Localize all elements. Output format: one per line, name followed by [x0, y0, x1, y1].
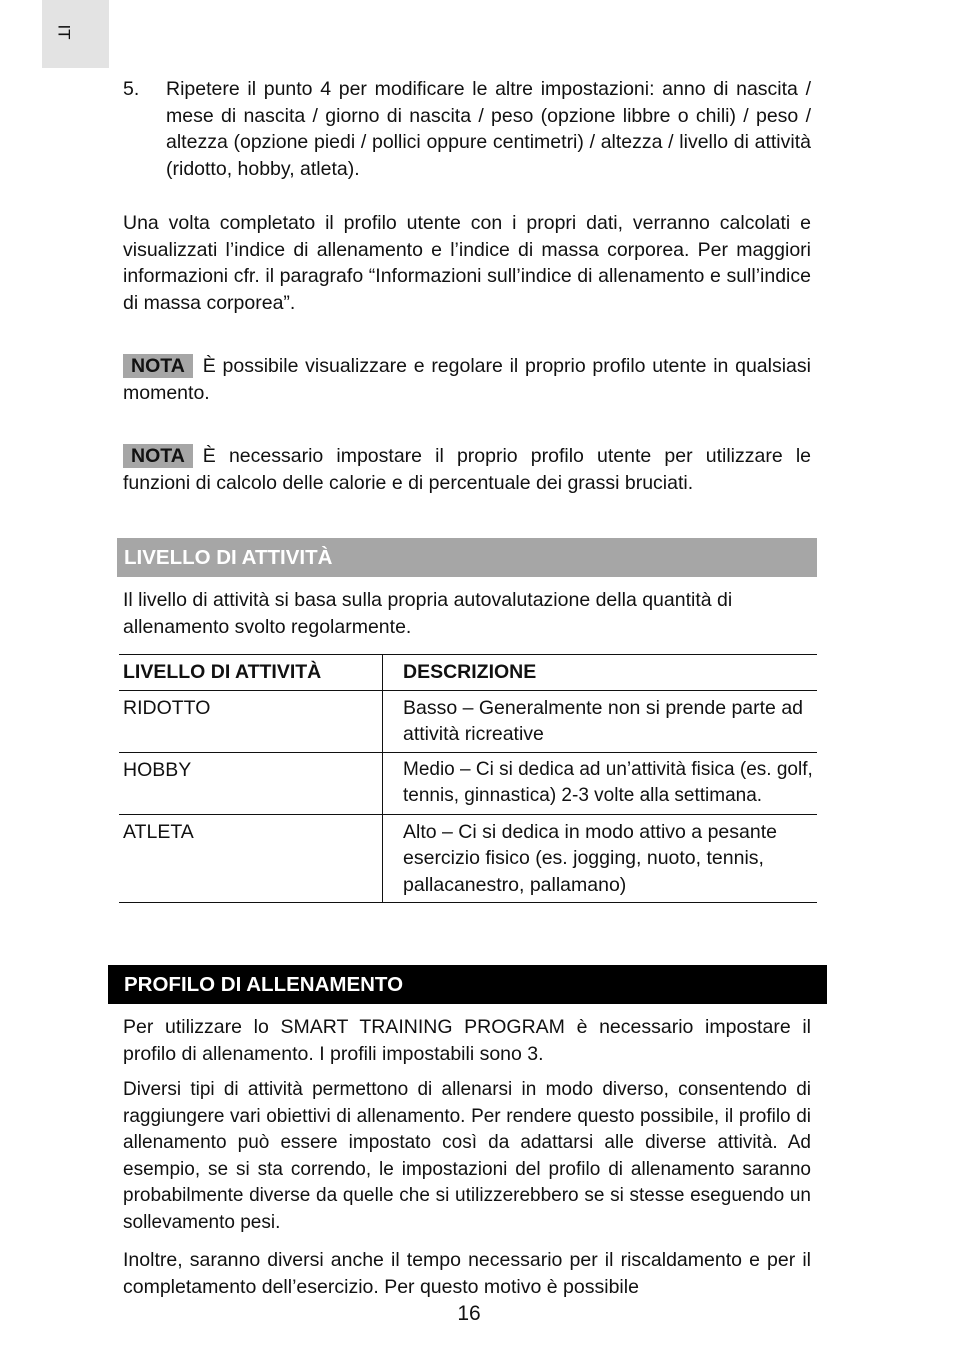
table-header-row — [119, 655, 817, 691]
description-cell: Medio – Ci si dedica ad un’attività fisica (es. golf, tennis, ginnastica) 2-3 volte alla settimana. — [383, 752, 818, 814]
language-label: IT — [54, 24, 74, 40]
note-text: È necessario impostare il proprio profilo utente per utilizzare le funzioni di calcolo delle calorie e di percentuale dei grassi bruciati. — [123, 445, 811, 494]
training-section-header: PROFILO DI ALLENAMENTO — [108, 965, 827, 1004]
training-paragraph-3: Inoltre, saranno diversi anche il tempo necessario per il riscaldamento e per il completamento dell’esercizio. Per questo motivo è possibile — [123, 1249, 811, 1298]
page-number: 16 — [457, 1302, 481, 1325]
language-side-tab — [42, 0, 109, 68]
header-level: LIVELLO DI ATTIVITÀ — [119, 655, 383, 691]
activity-section-header: LIVELLO DI ATTIVITÀ — [117, 538, 817, 577]
note-2 — [123, 443, 811, 496]
table-row — [119, 814, 817, 903]
training-paragraph-2: Diversi tipi di attività permettono di allenarsi in modo diverso, consentendo di raggiungere vari obiettivi di allenamento. Per rendere questo possibile, il profilo di allenamento può essere impostato così da adattarsi alle diverse attività. Ad esempio, se si sta correndo, le impostazioni del profilo di allenamento saranno probabilmente diverse da quelle che si utilizzerebbero se si stesse eseguendo un sollevamento pesi. — [123, 1079, 811, 1233]
table-row — [119, 690, 817, 752]
description-cell: Basso – Generalmente non si prende parte ad attività ricreative — [383, 690, 818, 752]
note-text: È possibile visualizzare e regolare il proprio profilo utente in qualsiasi momento. — [123, 355, 811, 404]
activity-level-table — [119, 654, 817, 903]
step-text: Ripetere il punto 4 per modificare le altre impostazioni: anno di nascita / mese di nascita / giorno di nascita / peso (opzione libbre o chili) / peso / altezza (opzione piedi / pollici oppure centimetri) / altezza / livello di attività (ridotto, hobby, atleta). — [166, 78, 811, 180]
level-cell: ATLETA — [119, 814, 383, 903]
description-cell: Alto – Ci si dedica in modo attivo a pesante esercizio fisico (es. jogging, nuoto, tennis, pallacanestro, pallamano) — [383, 814, 818, 903]
note-badge: NOTA — [123, 354, 193, 378]
training-paragraph-1: Per utilizzare lo SMART TRAINING PROGRAM è necessario impostare il profilo di allenamento. I profili impostabili sono 3. — [123, 1016, 811, 1065]
note-1 — [123, 353, 811, 406]
activity-intro: Il livello di attività si basa sulla propria autovalutazione della quantità di allenamento svolto regolarmente. — [123, 589, 733, 638]
note-badge: NOTA — [123, 444, 193, 468]
level-cell: RIDOTTO — [119, 690, 383, 752]
level-cell: HOBBY — [119, 752, 383, 814]
profile-paragraph: Una volta completato il profilo utente con i propri dati, verranno calcolati e visualizzati l’indice di allenamento e l’indice di massa corporea. Per maggiori informazioni cfr. il paragrafo “Informazioni sull’indice di allenamento e sull’indice di massa corporea”. — [123, 212, 811, 314]
header-description: DESCRIZIONE — [383, 655, 818, 691]
step-number: 5. — [123, 78, 140, 100]
table-row — [119, 752, 817, 814]
